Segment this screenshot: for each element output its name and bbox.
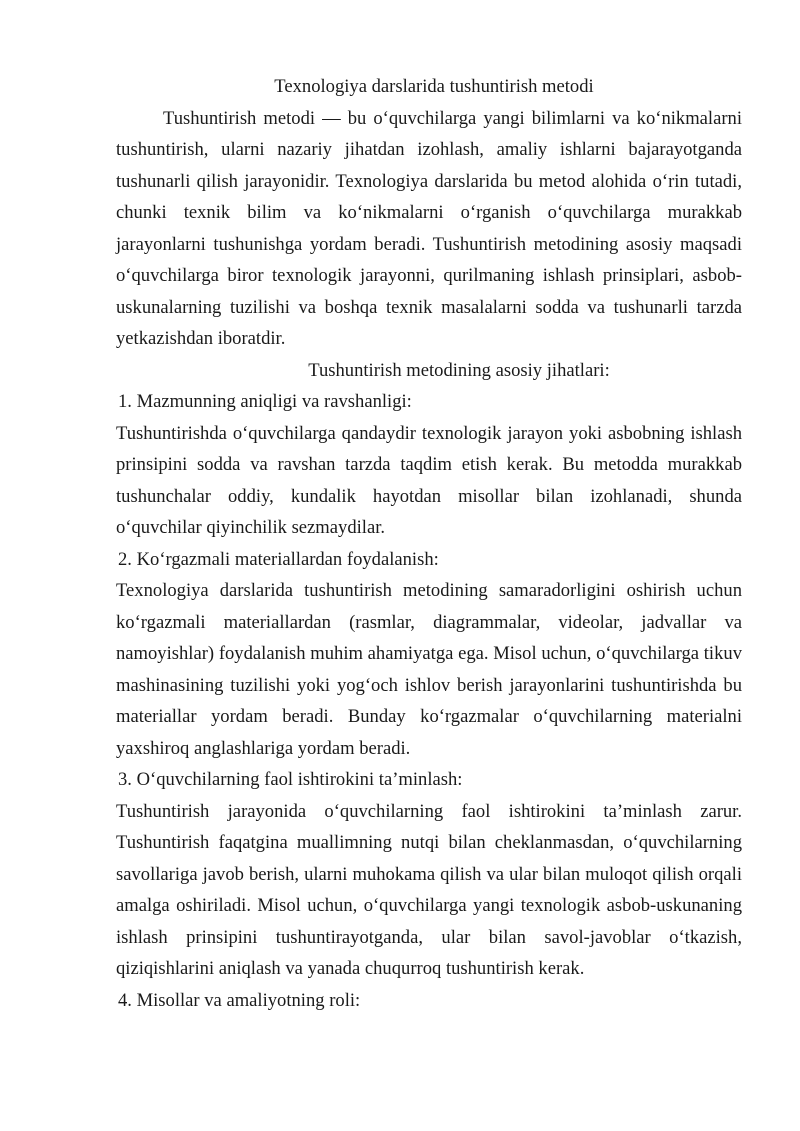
item-heading-1: 1. Mazmunning aniqligi va ravshanligi: bbox=[118, 391, 412, 412]
section-heading: Tushuntirish metodining asosiy jihatlari: bbox=[308, 359, 610, 381]
item-text-3: Tushuntirish jarayonida o‘quvchilarning faol ishtirokini ta’minlash zarur. Tushuntirish faqatgina muallimning nutqi bilan cheklanmasdan, o‘quvchilarning savollariga javob berish, ularni muhokama qilish va ular bilan muloqot qilish orqali amalga oshiriladi. Misol uchun, o‘quvchilarga yangi texnologik asbob-uskunaning ishlash prinsipini tushuntirayotganda, ular bilan savol-javoblar o‘tkazish, qiziqishlarini aniqlash va yanada chuqurroq tushuntirish kerak. bbox=[116, 800, 742, 979]
document-body bbox=[116, 71, 742, 1016]
item-heading-2: 2. Ko‘rgazmali materiallardan foydalanish: bbox=[118, 548, 439, 570]
item-text-2: Texnologiya darslarida tushuntirish metodining samaradorligini oshirish uchun ko‘rgazmali materiallardan (rasmlar, diagrammalar, videolar, jadvallar va namoyishlar) foydalanish muhim ahamiyatga ega. Misol uchun, o‘quvchilarga tikuv mashinasining tuzilishi yoki yog‘och ishlov berish jarayonlarini tushuntirishda bu materiallar yordam beradi. Bunday ko‘rgazmalar o‘quvchilarning materialni yaxshiroq anglashlariga yordam beradi. bbox=[116, 580, 742, 759]
item-heading-3: 3. O‘quvchilarning faol ishtirokini ta’minlash: bbox=[118, 769, 463, 790]
document-title: Texnologiya darslarida tushuntirish metodi bbox=[274, 76, 594, 97]
item-text-1: Tushuntirishda o‘quvchilarga qandaydir texnologik jarayon yoki asbobning ishlash prinsipini sodda va ravshan tarzda taqdim etish kerak. Bu metodda murakkab tushunchalar oddiy, kundalik hayotdan misollar bilan izohlanadi, shunda o‘quvchilar qiyinchilik sezmaydilar. bbox=[116, 422, 742, 538]
intro-paragraph: Tushuntirish metodi — bu o‘quvchilarga yangi bilimlarni va ko‘nikmalarni tushuntirish, ularni nazariy jihatdan izohlash, amaliy ishlarni bajarayotganda tushunarli qilish jarayonidir. Texnologiya darslarida bu metod alohida o‘rin tutadi, chunki texnik bilim va ko‘nikmalarni o‘rganish o‘quvchilarga murakkab jarayonlarni tushunishga yordam beradi. Tushuntirish metodining asosiy maqsadi o‘quvchilarga biror texnologik jarayonni, qurilmaning ishlash prinsiplari, asbob-uskunalarning tuzilishi va boshqa texnik masalalarni sodda va tushunarli tarzda yetkazishdan iboratdir. bbox=[116, 107, 742, 349]
item-heading-4: 4. Misollar va amaliyotning roli: bbox=[118, 989, 361, 1011]
